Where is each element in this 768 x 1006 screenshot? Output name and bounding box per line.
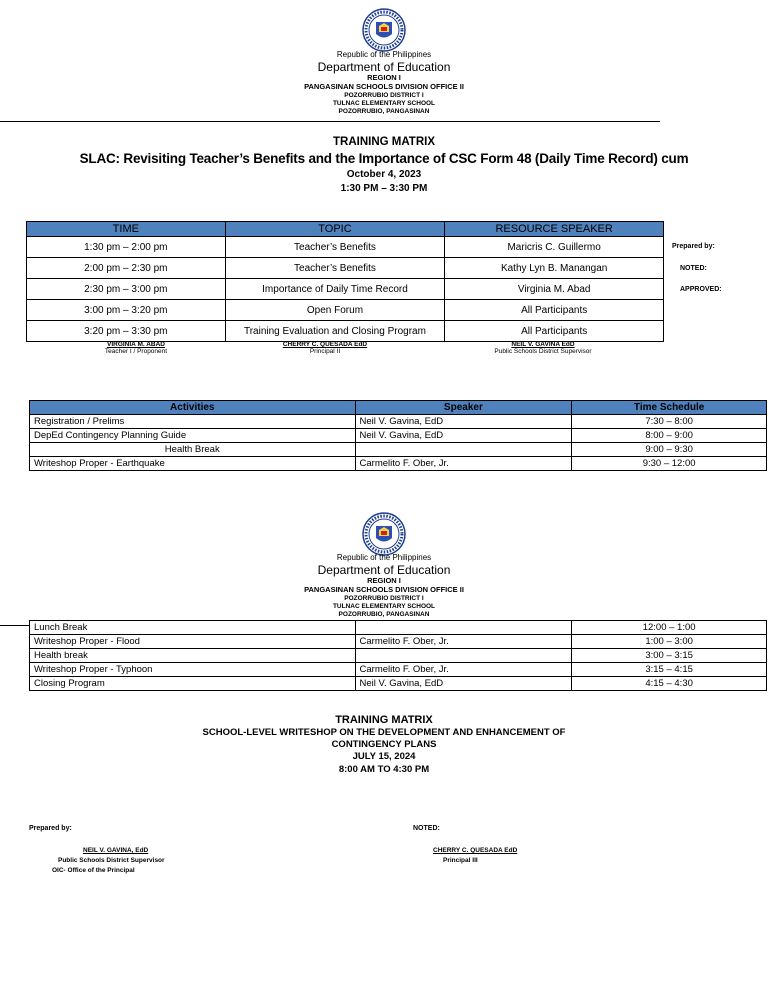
speaker-cell: Neil V. Gavina, EdD	[355, 677, 572, 691]
matrix2-table-top	[29, 400, 767, 471]
topic-cell: Importance of Daily Time Record	[225, 279, 445, 300]
table-header-row	[30, 401, 767, 415]
region-text: REGION I	[367, 576, 401, 585]
deped-seal-icon	[362, 8, 406, 52]
time-cell: 2:00 pm – 2:30 pm	[27, 258, 226, 279]
republic-text: Republic of the Philippines	[336, 553, 432, 562]
signatory-name: NEIL V. GAVINA, EdD	[83, 847, 149, 854]
table-row	[30, 649, 767, 663]
division-text: PANGASINAN SCHOOLS DIVISION OFFICE II	[304, 585, 464, 594]
matrix1-time: 1:30 PM – 3:30 PM	[340, 183, 428, 194]
signatory-role: Principal II	[309, 348, 341, 355]
col-activities-header: Activities	[30, 401, 356, 415]
matrix1-table	[26, 221, 664, 342]
topic-cell: Teacher’s Benefits	[225, 258, 445, 279]
activity-cell: Registration / Prelims	[30, 415, 356, 429]
signatory-role: Teacher I / Proponent	[104, 348, 168, 355]
col-time-header: TIME	[27, 222, 226, 237]
signatory-name: NEIL V. GAVINA EdD	[511, 341, 575, 348]
speaker-cell: Carmelito F. Ober, Jr.	[355, 457, 572, 471]
address-text: POZORRUBIO, PANGASINAN	[338, 611, 430, 618]
col-speaker-header: Speaker	[355, 401, 572, 415]
schedule-cell: 7:30 – 8:00	[572, 415, 767, 429]
activity-cell: Writeshop Proper - Earthquake	[30, 457, 356, 471]
speaker-cell: Virginia M. Abad	[445, 279, 664, 300]
speaker-cell	[355, 443, 572, 457]
prepared-by-label: Prepared by:	[672, 243, 715, 250]
noted-label: NOTED:	[413, 825, 440, 832]
table-row	[30, 429, 767, 443]
matrix2-heading: TRAINING MATRIX	[335, 714, 433, 726]
speaker-cell: All Participants	[445, 321, 664, 342]
table-row	[27, 279, 664, 300]
matrix1-title: SLAC: Revisiting Teacher’s Benefits and the Importance of CSC Form 48 (Daily Time Record) cum	[79, 151, 689, 166]
table-row	[30, 677, 767, 691]
table-row	[30, 415, 767, 429]
topic-cell: Open Forum	[225, 300, 445, 321]
school-text: TULNAC ELEMENTARY SCHOOL	[332, 603, 436, 610]
topic-cell: Training Evaluation and Closing Program	[225, 321, 445, 342]
time-cell: 1:30 pm – 2:00 pm	[27, 237, 226, 258]
speaker-cell: All Participants	[445, 300, 664, 321]
department-text: Department of Education	[317, 563, 451, 577]
matrix2-time: 8:00 AM TO 4:30 PM	[338, 764, 430, 775]
speaker-cell	[355, 621, 572, 635]
activity-cell: DepEd Contingency Planning Guide	[30, 429, 356, 443]
table-row	[27, 321, 664, 342]
table-header-row	[27, 222, 664, 237]
signatory-abad	[66, 341, 206, 355]
matrix2-date: JULY 15, 2024	[352, 751, 416, 762]
speaker-cell	[355, 649, 572, 663]
noted-label: NOTED:	[680, 265, 707, 272]
signatory-name: VIRGINIA M. ABAD	[106, 341, 166, 348]
signatory-role: Public Schools District Supervisor	[58, 857, 165, 864]
speaker-cell: Neil V. Gavina, EdD	[355, 429, 572, 443]
schedule-cell: 9:30 – 12:00	[572, 457, 767, 471]
signatory-role: Public Schools District Supervisor	[494, 348, 592, 355]
district-text: POZORRUBIO DISTRICT I	[344, 595, 424, 602]
matrix2-title-line2: CONTINGENCY PLANS	[331, 739, 437, 750]
signatory-quesada-2	[433, 847, 517, 854]
department-text: Department of Education	[317, 60, 451, 74]
prepared-by-label: Prepared by:	[29, 825, 72, 832]
topic-cell: Teacher’s Benefits	[225, 237, 445, 258]
schedule-cell: 3:15 – 4:15	[572, 663, 767, 677]
activity-cell: Health Break	[30, 443, 356, 457]
speaker-cell: Maricris C. Guillermo	[445, 237, 664, 258]
school-text: TULNAC ELEMENTARY SCHOOL	[332, 100, 436, 107]
schedule-cell: 1:00 – 3:00	[572, 635, 767, 649]
col-topic-header: TOPIC	[225, 222, 445, 237]
activity-cell: Health break	[30, 649, 356, 663]
activity-cell: Closing Program	[30, 677, 356, 691]
col-speaker-header: RESOURCE SPEAKER	[445, 222, 664, 237]
table-row	[30, 663, 767, 677]
activity-cell: Writeshop Proper - Typhoon	[30, 663, 356, 677]
division-text: PANGASINAN SCHOOLS DIVISION OFFICE II	[304, 82, 464, 91]
time-cell: 3:00 pm – 3:20 pm	[27, 300, 226, 321]
speaker-cell: Neil V. Gavina, EdD	[355, 415, 572, 429]
schedule-cell: 3:00 – 3:15	[572, 649, 767, 663]
signatory-name: CHERRY C. QUESADA EdD	[433, 847, 518, 854]
district-text: POZORRUBIO DISTRICT I	[344, 92, 424, 99]
region-text: REGION I	[367, 73, 401, 82]
table-row	[30, 457, 767, 471]
table-row	[27, 237, 664, 258]
speaker-cell: Carmelito F. Ober, Jr.	[355, 635, 572, 649]
table-row	[27, 258, 664, 279]
schedule-cell: 12:00 – 1:00	[572, 621, 767, 635]
speaker-cell: Kathy Lyn B. Manangan	[445, 258, 664, 279]
table-row	[30, 635, 767, 649]
table-row	[30, 443, 767, 457]
col-schedule-header: Time Schedule	[572, 401, 767, 415]
time-cell: 2:30 pm – 3:00 pm	[27, 279, 226, 300]
header-divider	[0, 121, 660, 122]
speaker-cell: Carmelito F. Ober, Jr.	[355, 663, 572, 677]
signatory-quesada	[255, 341, 395, 355]
deped-seal-icon	[362, 512, 406, 556]
address-text: POZORRUBIO, PANGASINAN	[338, 108, 430, 115]
header-divider	[0, 625, 30, 626]
matrix1-heading: TRAINING MATRIX	[332, 136, 435, 148]
signatory-role: OIC- Office of the Principal	[52, 867, 135, 874]
signatory-role: Principal III	[443, 857, 478, 864]
signatory-name: CHERRY C. QUESADA EdD	[282, 341, 368, 348]
table-row	[27, 300, 664, 321]
republic-text: Republic of the Philippines	[336, 50, 432, 59]
schedule-cell: 8:00 – 9:00	[572, 429, 767, 443]
activity-cell: Lunch Break	[30, 621, 356, 635]
matrix1-date: October 4, 2023	[346, 169, 422, 180]
signatory-gavina-2	[83, 847, 148, 854]
activity-cell: Writeshop Proper - Flood	[30, 635, 356, 649]
schedule-cell: 4:15 – 4:30	[572, 677, 767, 691]
table-row	[30, 621, 767, 635]
schedule-cell: 9:00 – 9:30	[572, 443, 767, 457]
matrix2-title-line1: SCHOOL-LEVEL WRITESHOP ON THE DEVELOPMENT AND ENHANCEMENT OF	[202, 727, 566, 738]
time-cell: 3:20 pm – 3:30 pm	[27, 321, 226, 342]
signatory-gavina	[473, 341, 613, 355]
matrix2-table-bottom	[29, 620, 767, 691]
approved-label: APPROVED:	[680, 286, 722, 293]
